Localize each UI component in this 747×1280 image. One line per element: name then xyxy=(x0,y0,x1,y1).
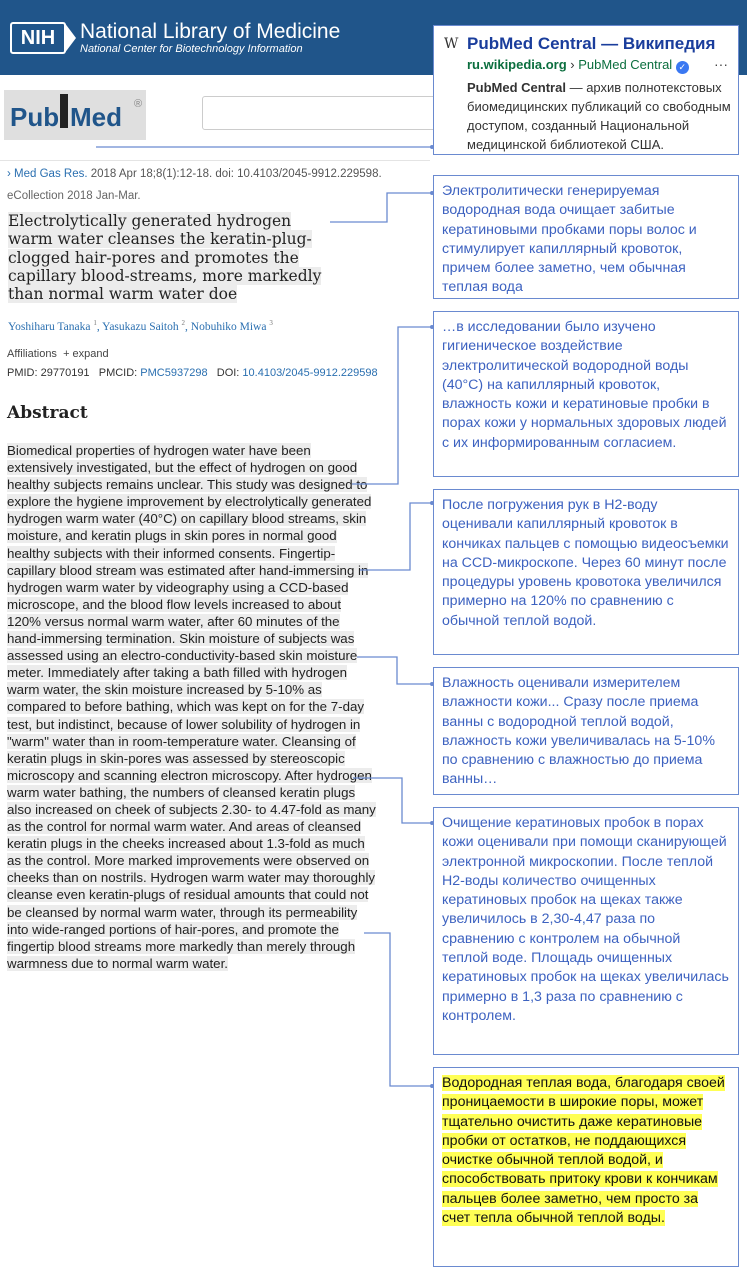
url-separator: › xyxy=(566,57,579,72)
connector-dot xyxy=(430,682,434,686)
abstract-part-1: Biomedical properties of hydrogen water have been extensively investigated, but the effect of hydrogen on good healthy subjects remains unclear. This study was designed to explore the hygiene improvement by electrolytically generated hydrogen warm water (40°C) on capillary blood streams, skin moisture, and keratin plugs in skin pores in normal good healthy subjects with their informed consents. xyxy=(7,443,372,561)
callout-highlighted-text: Водородная теплая вода, благодаря своей проницаемости в широкие поры, может тщательно очистить даже кератиновые пробки от остатков, не поддающихся очистке обычной теплой водой, и способствовать притоку крови к кончикам пальцев более заметно, чем просто за счет тепла обычной теплой воды. xyxy=(442,1075,725,1227)
abstract-part-6: More marked improvements were observed on cheeks than on nostrils. xyxy=(7,853,370,886)
pmcid-label: PMCID: xyxy=(98,367,141,379)
verified-icon: ✓ xyxy=(676,61,689,74)
connector-study-aim xyxy=(352,327,432,484)
affiliations-label: Affiliations xyxy=(7,348,57,360)
nlm-subtitle: National Center for Biotechnology Information xyxy=(80,43,303,55)
connector-dot xyxy=(430,501,434,505)
pmcid-link[interactable]: PMC5937298 xyxy=(140,367,208,379)
connector-dot xyxy=(430,145,434,149)
connector-dot xyxy=(430,325,434,329)
abstract-part-2: Fingertip-capillary blood stream was estimated after hand-immersing in hydrogen warm water by videography using a CCD-based microscope, and the blood flow levels increased to about 120% versus normal warm water, after 60 minutes of the hand-immersing termination. xyxy=(7,545,369,647)
callout-text: Влажность оценивали измерителем влажности кожи... Сразу после приема ванны с водородной теплой водой, влажность кожи увеличивалась на 5-10% по сравнению с влажностью до приема ванны… xyxy=(442,675,715,788)
callout-text: Электролитически генерируемая водородная вода очищает забитые кератиновыми пробками поры волос и стимулирует капиллярный кровоток, причем более заметно, чем обычная теплая вода xyxy=(442,183,697,296)
pubmed-logo-med: Med xyxy=(70,102,122,132)
wikipedia-icon: W xyxy=(444,36,459,52)
abstract-part-3: Skin moisture of subjects was assessed using an electro-conductivity-based skin moisture meter. Immediately after taking a bath filled with hydrogen warm water, the skin moisture increased by 5-10% as compared to before bathing, xyxy=(7,631,358,715)
connector-dot xyxy=(430,1084,434,1088)
connector-dot xyxy=(430,821,434,825)
wiki-result-title[interactable]: PubMed Central — Википедия xyxy=(467,34,716,53)
chevron-right-icon[interactable]: › xyxy=(7,168,11,180)
author-link[interactable]: Yasukazu Saitoh xyxy=(102,320,179,333)
wiki-domain: ru.wikipedia.org xyxy=(467,57,567,72)
nih-logo[interactable]: NIH xyxy=(10,22,66,54)
pmid: PMID: 29770191 xyxy=(7,367,90,379)
nlm-title[interactable]: National Library of Medicine xyxy=(80,20,341,43)
abstract-part-4: which was kept on for the 7-day test, but indistinct, because of lower solubility of hydrogen in "warm" water than in room-temperature water. xyxy=(7,699,365,749)
doi-link[interactable]: 10.4103/2045-9912.229598 xyxy=(242,367,378,379)
abstract-part-7: Hydrogen warm water may thoroughly cleanse even keratin-plugs of residual amounts that could not be cleansed by normal warm water, through its permeability into wide-ranged portions of hair-pores, and promote the fingertip blood streams more markedly than merely through warmness due to normal warm water. xyxy=(7,870,376,971)
callout-text: …в исследовании было изучено гигиеническое воздействие электролитической водородной воды (40°C) на капиллярный кровоток, влажность кожи и кератиновые пробки в порах кожи у нормальных здоровых людей с их информированным согласием. xyxy=(442,319,727,451)
wiki-desc-bold: PubMed Central xyxy=(467,80,566,95)
connector-dot xyxy=(430,191,434,195)
journal-link[interactable]: Med Gas Res. xyxy=(14,168,88,180)
author-link[interactable]: Nobuhiko Miwa xyxy=(190,320,267,333)
citation-details: 2018 Apr 18;8(1):12-18. doi: 10.4103/2045-9912.229598. xyxy=(87,168,382,180)
expand-affiliations-button[interactable]: + expand xyxy=(63,348,109,360)
registered-mark: ® xyxy=(134,98,143,110)
abstract-part-5: Cleansing of keratin plugs in skin-pores was assessed by stereoscopic microscopy and scanning electron microscopy. After hydrogen warm water bathing, the numbers of cleansed keratin plugs also increased on cheek of subjects 2.30- to 4.47-fold as many as the control for normal warm water. And areas of cleansed keratin plugs in the cheeks increased about 1.3-fold as much as the control. xyxy=(7,733,376,869)
ecollection: eCollection 2018 Jan-Mar. xyxy=(7,190,141,202)
wiki-site: PubMed Central xyxy=(578,57,673,72)
doi-label: DOI: xyxy=(216,367,243,379)
connector-skin-moisture xyxy=(357,657,432,684)
author-affiliation-number[interactable]: 1 xyxy=(93,319,97,327)
connector-conclusion xyxy=(364,933,432,1086)
more-options-icon[interactable]: ··· xyxy=(714,56,728,72)
pubmed-logo-pub: Pub xyxy=(10,102,60,132)
abstract-heading: Abstract xyxy=(7,403,88,423)
wiki-desc-text: — архив полнотекстовых биомедицинских публикаций со свободным доступом, созданный Национальной медицинской библиотекой США. xyxy=(467,80,731,152)
connector-blood-flow xyxy=(360,503,432,570)
author-list: Yoshiharu Tanaka $^1$, Yasukazu Saitoh $^2$, Nobuhiko Miwa $^3$ xyxy=(8,319,273,333)
author-affiliation-number[interactable]: 3 xyxy=(269,319,273,327)
author-link[interactable]: Yoshiharu Tanaka xyxy=(8,320,91,333)
callout-text: После погружения рук в H2-воду оценивали капиллярный кровоток в кончиках пальцев с помощью видеосъемки на CCD-микроскопе. Через 60 минут после процедуры уровень кровотока увеличился примерно на 120% по сравнению с обычной теплой водой. xyxy=(442,497,729,629)
callout-text: Очищение кератиновых пробок в порах кожи оценивали при помощи сканирующей электронной микроскопии. После теплой H2-воды количество очищенных кератиновых пробок на щеках также увеличилось в 2,30-4,47 раза по сравнению с контролем на обычной теплой воде. Площадь очищенных кератиновых пробок на щеках увеличилась примерно в 1,3 раза по сравнению с контролем. xyxy=(442,815,729,1024)
article-title-text: Electrolytically generated hydrogen warm water cleanses the keratin-plug-clogged hair-pores and promotes the capillary blood-streams, more markedly than normal warm water doe xyxy=(8,212,322,304)
connector-keratin xyxy=(353,778,432,823)
author-affiliation-number[interactable]: 2 xyxy=(181,319,186,327)
connector-title xyxy=(330,193,432,222)
